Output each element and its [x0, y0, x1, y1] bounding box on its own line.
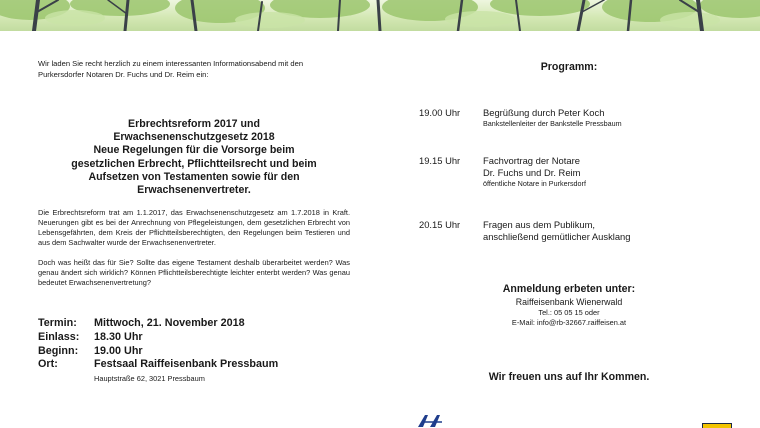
raiffeisen-logo-icon — [416, 414, 446, 427]
einlass-row — [38, 331, 358, 345]
venue-address: Hauptstraße 62, 3021 Pressbaum — [94, 374, 205, 384]
program-description — [483, 219, 723, 243]
headline-line: Neue Regelungen für die Vorsorge beim — [93, 144, 295, 157]
termin-value: Mittwoch, 21. November 2018 — [94, 317, 245, 329]
ort-label: Ort: — [38, 358, 58, 371]
headline-line: Aufsetzen von Testamenten sowie für den — [88, 170, 300, 183]
termin-row — [38, 317, 358, 331]
registration-phone: Tel.: 05 05 15 oder — [538, 308, 600, 317]
invitation-column — [38, 58, 350, 288]
headline-line: Erwachsenenvertreter. — [137, 184, 251, 197]
program-description — [483, 107, 723, 129]
termin-label: Termin: — [38, 317, 77, 329]
intro-text: Wir laden Sie recht herzlich zu einem interessanten Informationsabend mit den Purkersdorfer Notaren Dr. Fuchs und Dr. Reim ein: — [38, 59, 304, 79]
registration-bank: Raiffeisenbank Wienerwald — [515, 297, 623, 307]
program-main-line: Begrüßung durch Peter Koch — [483, 107, 605, 118]
reform-paragraph: Die Erbrechtsreform trat am 1.1.2017, das Erwachsenenschutzgesetz am 1.7.2018 in Kraft. Neuerungen gibt es bei der Anrechnung von Pflegeleistungen, dem gesetzlichen Erbrecht von Lebensgefährten, dem Kreis der Pflichtteilsberechtigten, den Regelungen beim Testieren und aus dem Sachwalter wurde der Erwachsenenvertreter. — [38, 208, 350, 247]
registration-title: Anmeldung erbeten unter: — [502, 283, 636, 295]
program-time: 19.15 Uhr — [419, 155, 461, 166]
program-sub-line: Bankstellenleiter der Bankstelle Pressbaum — [483, 119, 622, 128]
headline-line: gesetzlichen Erbrecht, Pflichtteilsrecht und beim — [71, 157, 317, 170]
einlass-label: Einlass: — [38, 330, 80, 343]
registration-block — [400, 282, 738, 328]
closing-text: Wir freuen uns auf Ihr Kommen. — [488, 371, 650, 383]
ort-value: Festsaal Raiffeisenbank Pressbaum — [94, 358, 279, 371]
event-headline — [38, 118, 350, 197]
badge-logo-icon — [702, 423, 732, 428]
beginn-value: 19.00 Uhr — [94, 344, 143, 357]
questions-paragraph: Doch was heißt das für Sie? Sollte das eigene Testament deshalb überarbeitet werden? Was genau ändert sich wirklich? Können Pflichtteilsberechtigte leichter enterbt werden? Was genau bedeutet Erwachsenenvertretung? — [38, 258, 350, 287]
program-main-line: Fragen aus dem Publikum, — [483, 219, 596, 230]
beginn-label: Beginn: — [38, 344, 79, 357]
program-title: Programm: — [540, 61, 598, 73]
program-sub-line: öffentliche Notare in Purkersdorf — [483, 179, 586, 188]
program-main-line: Dr. Fuchs und Dr. Reim — [483, 167, 581, 178]
beginn-row — [38, 345, 358, 359]
program-main-line: Fachvortrag der Notare — [483, 155, 580, 166]
headline-line: Erwachsenenschutzgesetz 2018 — [113, 131, 275, 144]
registration-email[interactable]: E-Mail: info@rb-32667.raiffeisen.at — [511, 318, 627, 327]
program-main-line: anschließend gemütlicher Ausklang — [483, 231, 631, 242]
event-details — [38, 317, 358, 385]
einlass-value: 18.30 Uhr — [94, 330, 143, 343]
program-time: 20.15 Uhr — [419, 219, 461, 230]
program-description — [483, 155, 723, 189]
tree-banner-image — [0, 0, 760, 31]
program-time: 19.00 Uhr — [419, 107, 461, 118]
ort-row — [38, 358, 358, 372]
headline-line: Erbrechtsreform 2017 und — [128, 118, 260, 130]
